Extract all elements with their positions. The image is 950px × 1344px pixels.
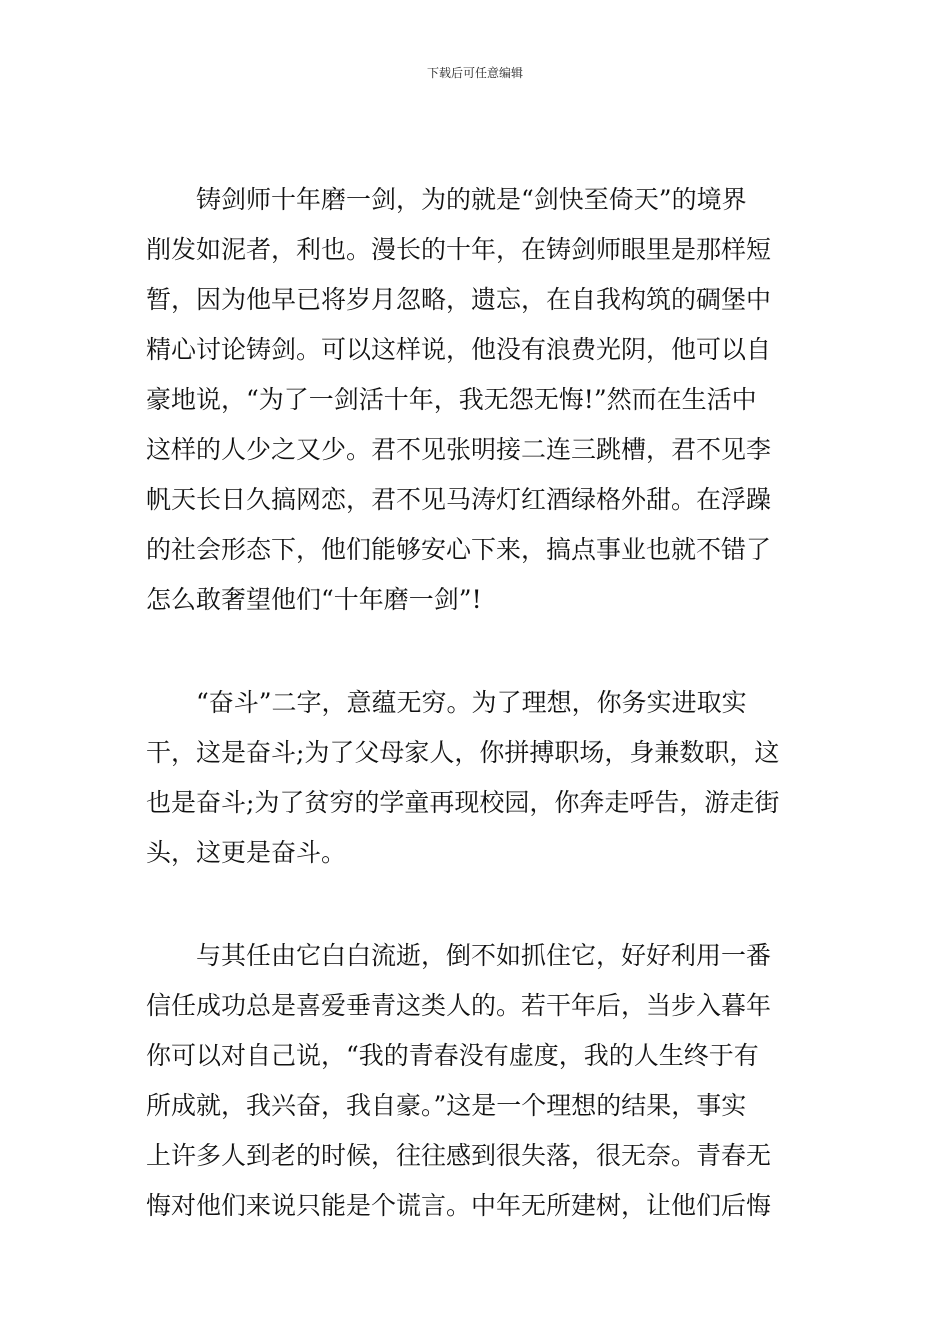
text-line: “奋斗”二字，意蕴无穷。为了理想，你务实进取实 [196,688,747,717]
text-line: 头，这更是奋斗。 [146,838,347,867]
text-line: 悔对他们来说只能是个谎言。中年无所建树，让他们后悔 [146,1191,772,1220]
text-line: 这样的人少之又少。君不见张明接二连三跳槽，君不见李 [146,435,772,464]
paragraph-1 [146,180,808,630]
text-line: 削发如泥者，利也。漫长的十年，在铸剑师眼里是那样短 [146,235,772,264]
text-line: 与其任由它白白流逝，倒不如抓住它，好好利用一番 [196,941,772,970]
page-header: 下载后可任意编辑 [426,66,523,80]
text-line: 干，这是奋斗;为了父母家人，你拼搏职场，身兼数职，这 [146,738,780,767]
text-line: 也是奋斗;为了贫穷的学童再现校园，你奔走呼告，游走街 [146,788,780,817]
paragraph-2 [146,683,808,883]
text-line: 信任成功总是喜爱垂青这类人的。若干年后，当步入暮年 [146,991,772,1020]
text-line: 怎么敢奢望他们“十年磨一剑”! [146,585,482,614]
text-line: 所成就，我兴奋，我自豪。”这是一个理想的结果，事实 [146,1091,747,1120]
paragraph-spacer [146,630,808,683]
text-line: 精心讨论铸剑。可以这样说，他没有浪费光阴，他可以自 [146,335,772,364]
text-line: 豪地说，“为了一剑活十年，我无怨无悔!”然而在生活中 [146,385,757,414]
paragraph-3 [146,936,808,1236]
text-line: 帆天长日久搞网恋，君不见马涛灯红酒绿格外甜。在浮躁 [146,485,772,514]
paragraph-spacer [146,883,808,936]
text-line: 铸剑师十年磨一剑，为的就是“剑快至倚天”的境界 [196,185,747,214]
text-line: 上许多人到老的时候，往往感到很失落，很无奈。青春无 [146,1141,772,1170]
document-body [146,180,808,1236]
text-line: 的社会形态下，他们能够安心下来，搞点事业也就不错了 [146,535,772,564]
text-line: 你可以对自己说，“我的青春没有虚度，我的人生终于有 [146,1041,759,1070]
text-line: 暂，因为他早已将岁月忽略，遗忘，在自我构筑的碉堡中 [146,285,772,314]
